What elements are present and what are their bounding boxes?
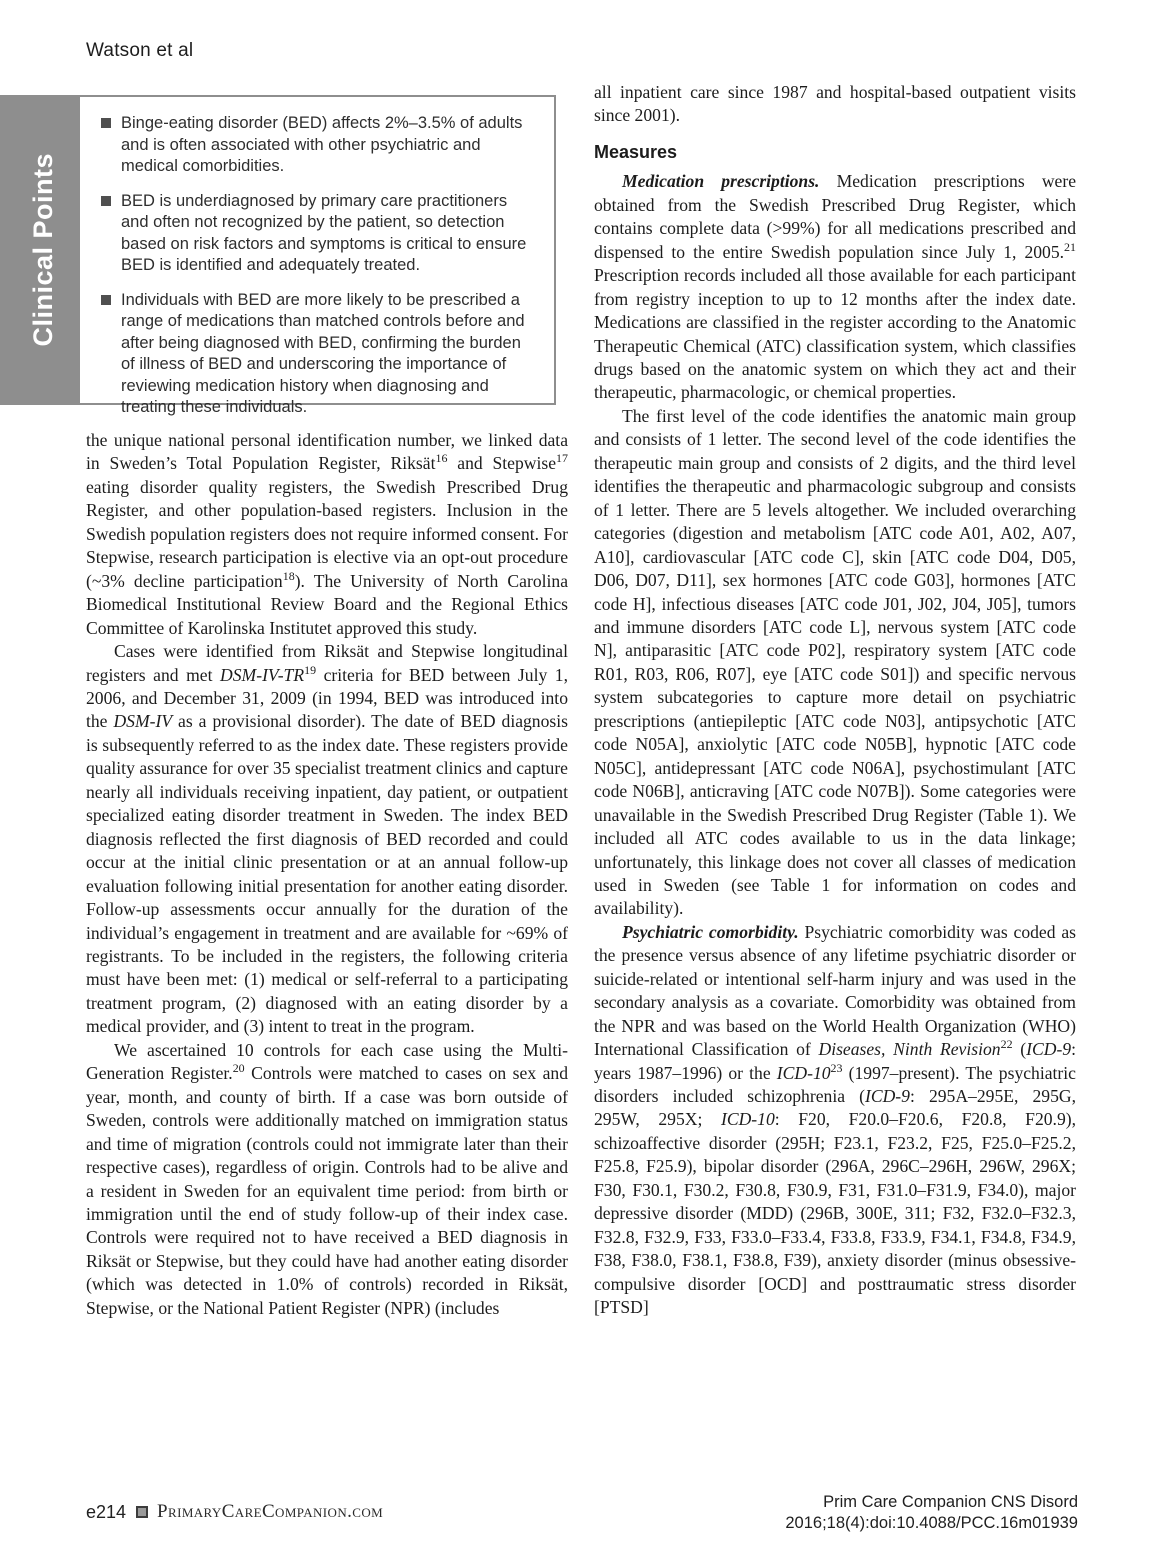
footer-site-link[interactable]: PrimaryCareCompanion.com bbox=[157, 1501, 384, 1522]
right-column bbox=[594, 81, 1076, 1466]
journal-name: Prim Care Companion CNS Disord bbox=[823, 1493, 1078, 1511]
clinical-point-item bbox=[101, 191, 536, 277]
body-paragraph: the unique national personal identification number, we linked data in Sweden’s Total Population Register, Riksät$^{16}$ and Stepwise$^{17}$ eating disorder quality registers, the Swedish Prescribed Drug Register, and other population-based registers. Inclusion in the Swedish population registers does not require informed consent. For Stepwise, research participation is elective via an opt-out procedure (~3% decline participation$^{18}$). The University of North Carolina Biomedical Institutional Review Board and the Regional Ethics Committee of Karolinska Institutet approved this study. bbox=[86, 430, 569, 638]
bullet-square-icon bbox=[101, 295, 111, 305]
footer-left bbox=[86, 1501, 383, 1523]
running-head: Watson et al bbox=[86, 40, 194, 61]
body-paragraph: Psychiatric comorbidity. Psychiatric comorbidity was coded as the presence versus absence of any lifetime psychiatric disorder or suicide-related or intentional self-harm injury and was used in the secondary analysis as a covariate. Comorbidity was obtained from the NPR and was based on the World Health Organization (WHO) International Classification of Diseases, Ninth Revision$^{22}$ (ICD-9: years 1987–1996) or the ICD-$10^{23}$ (1997–present). The psychiatric disorders included schizophrenia (ICD-9: 295A–295E, 295G, 295W, 295X; ICD-10: F20, F20.0–F20.6, F20.8, F20.9), schizoaffective disorder (295H; F23.1, F23.2, F25, F25.0–F25.2, F25.8, F25.9), bipolar disorder (296A, 296C–296H, 296W, 296X; F30, F30.1, F30.2, F30.8, F30.9, F31, F31.0–F31.9, F34.0), major depressive disorder (MDD) (296B, 300E, 311; F32, F32.0–F32.3, F32.8, F32.9, F33, F33.0–F33.4, F33.8, F33.9, F34.1, F34.8, F34.9, F38, F38.0, F38.1, F38.8, F39), anxiety disorder (minus obsessive-compulsive disorder [OCD] and posttraumatic stress disorder [PTSD] bbox=[594, 921, 1076, 1318]
clinical-point-item bbox=[101, 290, 536, 419]
clinical-point-item bbox=[101, 113, 536, 178]
body-paragraph: We ascertained 10 controls for each case using the Multi-Generation Register.$^{20}$ Controls were matched to cases on sex and year, month, and county of birth. If a case was born outside of Sweden, controls were additionally matched on immigration status and time of migration (controls could not immigrate later than their respective cases), regardless of origin. Controls had to be alive and a resident in Sweden for an equivalent time period: from birth or immigration until the end of study follow-up of their index case. Controls were required not to have received a BED diagnosis in Riksät or Stepwise, but they could have had another eating disorder (which was detected in 1.0% of controls) recorded in Riksät, Stepwise, or the National Patient Register (NPR) (includes bbox=[86, 1039, 568, 1318]
clinical-point-text: Binge-eating disorder (BED) affects 2%–3.5% of adults and is often associated with other psychiatric and medical comorbidities. bbox=[121, 114, 523, 175]
body-paragraph: The first level of the code identifies the anatomic main group and consists of 1 letter. The second level of the code identifies the therapeutic main group and consists of 2 digits, and the third level identifies the therapeutic and pharmacologic subgroup and consists of 1 letter. There are 5 levels altogether. We included overarching categories (digestion and metabolism [ATC code A01, A02, A07, A10], cardiovascular [ATC code C], skin [ATC code D04, D05, D06, D07, D11], sex hormones [ATC code G03], hormones [ATC code H], infectious diseases [ATC code J01, J02, J04, J05], tumors and immune disorders [ATC code L], nervous system [ATC code N], antiparasitic [ATC code P02], respiratory system [ATC code R01, R03, R06, R07], eye [ATC code S01]) and specific nervous system subcategories to capture more detail on psychiatric prescriptions (antiepileptic [ATC code N03], antipsychotic [ATC code N05A], anxiolytic [ATC code N05B], hypnotic [ATC code N05C], antidepressant [ATC code N06A], psychostimulant [ATC code N06B], anticraving [ATC code N07B]). Some categories were unavailable in the Swedish Prescribed Drug Register (Table 1). We included all ATC codes available to us in the data linkage; unfortunately, this linkage does not cover all classes of medication used in Sweden (see Table 1 for information on codes and availability). bbox=[594, 405, 1076, 919]
clinical-points-sidebar bbox=[0, 95, 80, 405]
footer-journal-info bbox=[785, 1492, 1078, 1534]
section-heading: Measures bbox=[594, 141, 678, 162]
page-number: e214 bbox=[86, 1501, 127, 1522]
footer-square-icon bbox=[136, 1506, 148, 1518]
clinical-points-list bbox=[77, 97, 554, 419]
clinical-points-box bbox=[75, 95, 556, 416]
left-column bbox=[86, 429, 568, 1464]
clinical-points-sidebar-label: Clinical Points bbox=[27, 153, 58, 347]
bullet-square-icon bbox=[101, 196, 111, 206]
clinical-point-text: Individuals with BED are more likely to be prescribed a range of medications than matched controls before and after being diagnosed with BED, confirming the burden of illness of BED and underscoring the importance of reviewing medication history when diagnosing and treating these individuals. bbox=[121, 290, 525, 416]
bullet-square-icon bbox=[101, 118, 111, 128]
body-paragraph: all inpatient care since 1987 and hospital-based outpatient visits since 2001). bbox=[594, 82, 1076, 126]
journal-doi: 2016;18(4):doi:10.4088/PCC.16m01939 bbox=[785, 1514, 1078, 1532]
body-paragraph: Cases were identified from Riksät and Stepwise longitudinal registers and met DSM-IV-TR$^{19}$ criteria for BED between July 1, 2006, and December 31, 2009 (in 1994, BED was introduced into the DSM-IV as a provisional disorder). The date of BED diagnosis is subsequently referred to as the index date. These registers provide quality assurance for over 35 specialist treatment clinics and capture nearly all individuals receiving inpatient, day patient, or outpatient specialized eating disorder treatment in Sweden. The index BED diagnosis reflected the first diagnosis of BED recorded and could occur at the initial clinic presentation or at an annual follow-up evaluation following initial presentation for another eating disorder. Follow-up assessments occur annually for the duration of the individual’s engagement in treatment and are available for ~69% of registrants. To be included in the registers, the following criteria must have been met: (1) medical or self-referral to a participating treatment program, (2) diagnosed with an eating disorder by a medical provider, and (3) intent to treat in the program. bbox=[86, 641, 568, 1037]
body-paragraph: Medication prescriptions. Medication prescriptions were obtained from the Swedish Prescribed Drug Register, which contains complete data (>99%) for all medications prescribed and dispensed to the entire Swedish population since July 1, 2005.21 Prescription records included all those available for each participant from registry inception to up to 12 months after the index date. Medications are classified in the register according to the Anatomic Therapeutic Chemical (ATC) classification system, which classifies drugs based on the anatomic system on which they act and their therapeutic, pharmacologic, or chemical properties. bbox=[594, 171, 1076, 403]
clinical-point-text: BED is underdiagnosed by primary care practitioners and often not recognized by the patient, so detection based on risk factors and symptoms is critical to ensure BED is identified and adequately treated. bbox=[121, 191, 527, 274]
